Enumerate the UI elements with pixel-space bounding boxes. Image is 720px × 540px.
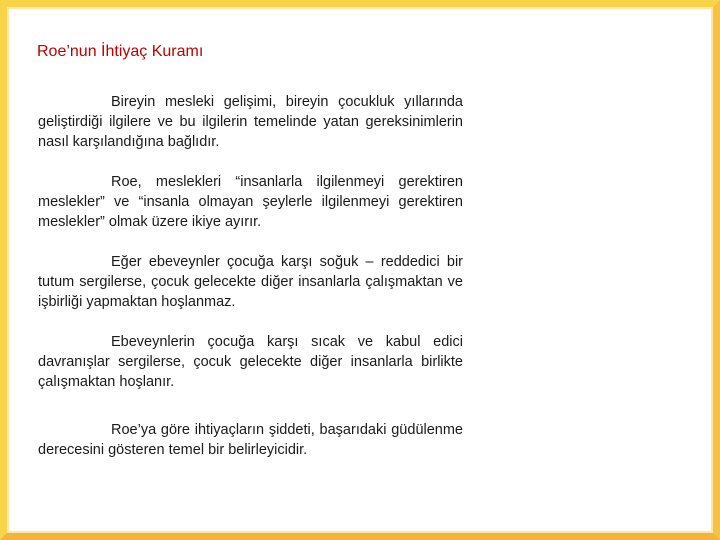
paragraph-occupation-types: Roe, meslekleri “insanlarla ilgilenmeyi gerektiren meslekler” ve “insanla olmayan şeylerle ilgilenmeyi gerektiren meslekler” olmak üzere ikiye ayırır. — [38, 174, 463, 230]
slide-body — [38, 92, 463, 480]
paragraph-warm-parents: Ebeveynlerin çocuğa karşı sıcak ve kabul edici davranışlar sergilerse, çocuk gelecekte diğer insanlarla birlikte çalışmaktan hoşlanır. — [38, 334, 463, 390]
slide-title: Roe’nun İhtiyaç Kuramı — [37, 43, 204, 60]
paragraph-needs-intensity: Roe’ya göre ihtiyaçların şiddeti, başarıdaki güdülenme derecesini gösteren temel bir belirleyicidir. — [38, 422, 463, 458]
paragraph-development: Bireyin mesleki gelişimi, bireyin çocukluk yıllarında geliştirdiği ilgilere ve bu ilgilerin temelinde yatan gereksinimlerin nasıl karşılandığına bağlıdır. — [38, 94, 463, 150]
paragraph-cold-parents: Eğer ebeveynler çocuğa karşı soğuk – reddedici bir tutum sergilerse, çocuk gelecekte diğer insanlarla çalışmaktan ve işbirliği yapmaktan hoşlanmaz. — [38, 254, 463, 310]
